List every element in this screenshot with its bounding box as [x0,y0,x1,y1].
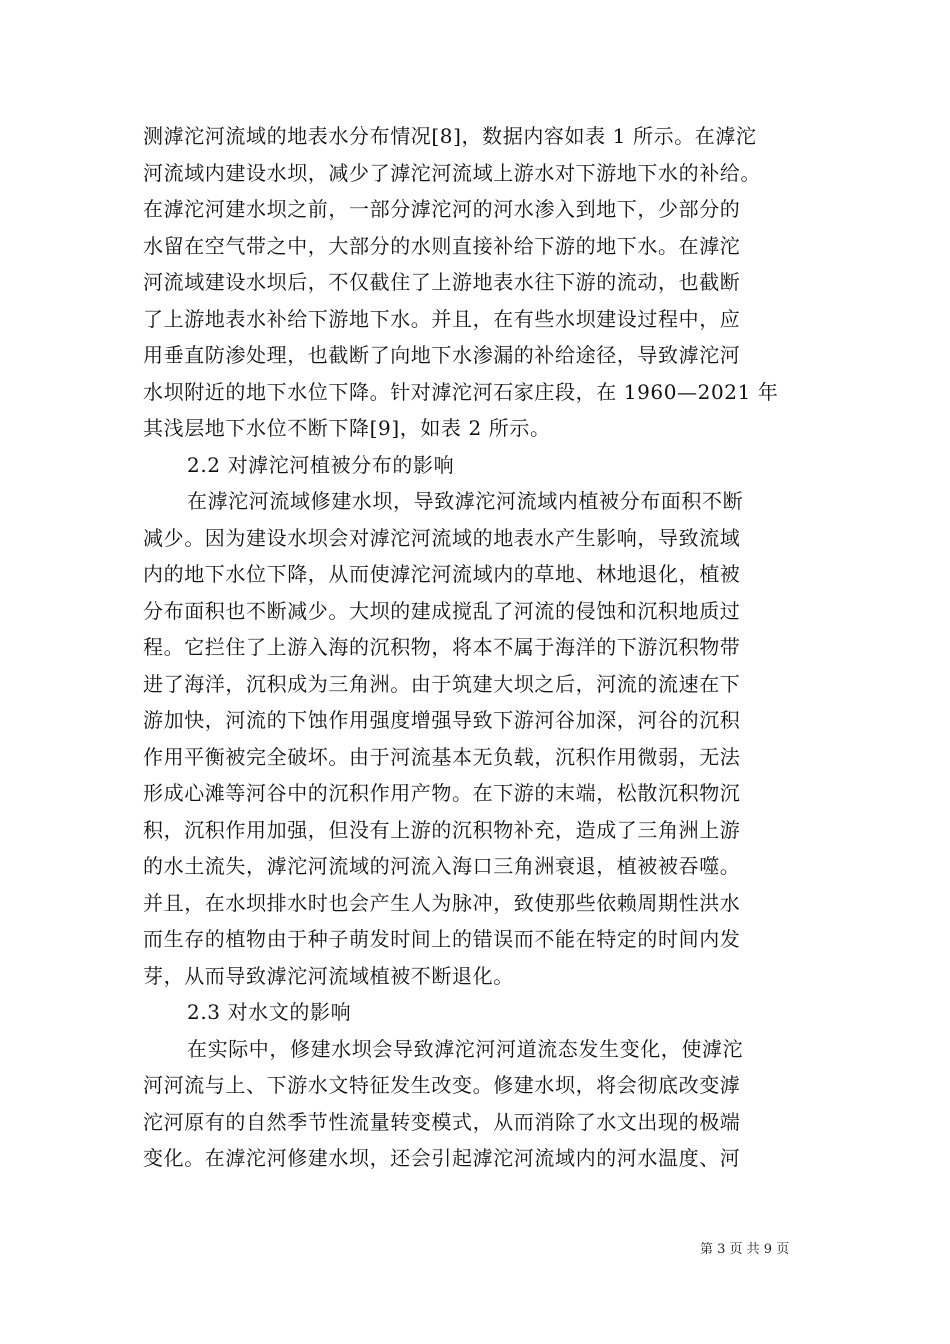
text-line: 河流域内建设水坝，减少了滹沱河流域上游水对下游地下水的补给。 [143,160,761,185]
text-line: 在滹沱河流域修建水坝，导致滹沱河流域内植被分布面积不断 [187,489,744,513]
text-line: 变化。在滹沱河修建水坝，还会引起滹沱河流域内的河水温度、河 [143,1146,741,1170]
text-line: 并且，在水坝排水时也会产生人为脉冲，致使那些依赖周期性洪水 [143,890,741,915]
text-line: 其浅层地下水位不断下降[9]，如表 2 所示。 [143,416,551,440]
text-line: 用垂直防渗处理，也截断了向地下水渗漏的补给途径，导致滹沱河 [143,343,741,367]
text-line: 内的地下水位下降，从而使滹沱河流域内的草地、林地退化，植被 [143,562,741,586]
text-line: 减少。因为建设水坝会对滹沱河流域的地表水产生影响，导致流域 [143,525,741,550]
text-line: 程。它拦住了上游入海的沉积物，将本不属于海洋的下游沉积物带 [143,635,741,659]
text-line: 而生存的植物由于种子萌发时间上的错误而不能在特定的时间内发 [143,927,741,951]
text-line: 在实际中，修建水坝会导致滹沱河河道流态发生变化，使滹沱 [187,1036,744,1061]
text-line: 积，沉积作用加强，但没有上游的沉积物补充，造成了三角洲上游 [143,817,741,842]
text-line: 分布面积也不断减少。大坝的建成搅乱了河流的侵蚀和沉积地质过 [143,598,741,623]
text-line: 河流域建设水坝后，不仅截住了上游地表水往下游的流动，也截断 [143,270,741,294]
text-line: 芽，从而导致滹沱河流域植被不断退化。 [143,963,514,988]
text-line: 河河流与上、下游水文特征发生改变。修建水坝，将会彻底改变滹 [143,1073,741,1097]
section-heading: 2.3 对水文的影响 [187,1000,352,1024]
text-line: 的水土流失，滹沱河流域的河流入海口三角洲衰退，植被被吞噬。 [143,854,741,878]
text-line: 游加快，河流的下蚀作用强度增强导致下游河谷加深，河谷的沉积 [143,708,741,732]
text-line: 水留在空气带之中，大部分的水则直接补给下游的地下水。在滹沱 [143,233,741,258]
text-line: 水坝附近的地下水位下降。针对滹沱河石家庄段，在 1960—2021 年 [143,379,779,404]
text-line: 作用平衡被完全破坏。由于河流基本无负载，沉积作用微弱，无法 [143,744,741,769]
page-number: 第 3 页 共 9 页 [700,1242,790,1257]
text-line: 测滹沱河流域的地表水分布情况[8]，数据内容如表 1 所示。在滹沱 [143,124,757,148]
text-line: 了上游地表水补给下游地下水。并且，在有些水坝建设过程中，应 [143,306,741,331]
text-line: 形成心滩等河谷中的沉积作用产物。在下游的末端，松散沉积物沉 [143,781,741,805]
text-line: 在滹沱河建水坝之前，一部分滹沱河的河水渗入到地下，少部分的 [143,197,741,221]
text-line: 进了海洋，沉积成为三角洲。由于筑建大坝之后，河流的流速在下 [143,671,741,696]
section-heading: 2.2 对滹沱河植被分布的影响 [187,452,455,477]
body-text [143,118,823,1177]
text-line: 沱河原有的自然季节性流量转变模式，从而消除了水文出现的极端 [143,1109,741,1134]
